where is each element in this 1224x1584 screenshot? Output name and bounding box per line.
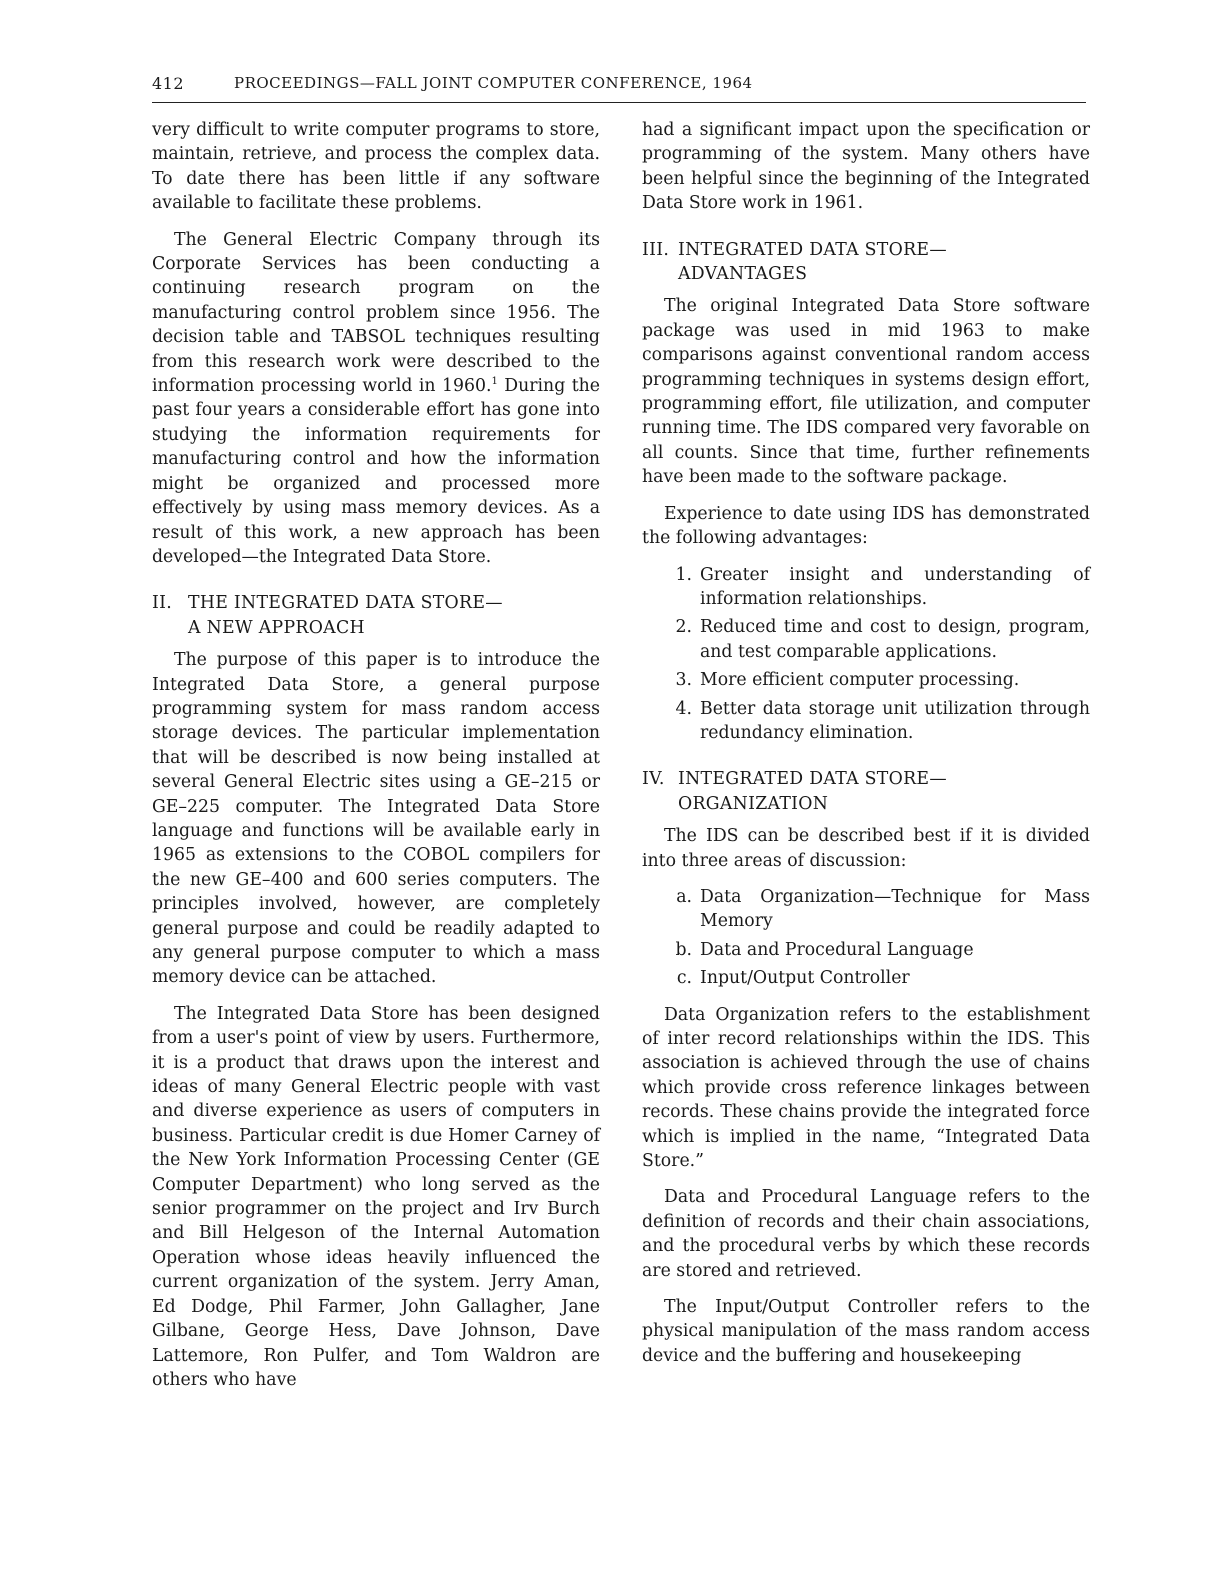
list-item-text: Reduced time and cost to design, program, and test comparable applications. xyxy=(700,617,1090,662)
list-item xyxy=(642,885,1090,934)
paragraph-io-controller: The Input/Output Controller refers to the physical manipulation of the mass random access device and the buffering and housekeeping xyxy=(642,1297,1090,1366)
section-title: INTEGRATED DATA STORE— ADVANTAGES xyxy=(678,239,947,285)
paragraph-continued: very difficult to write computer programs to store, maintain, retrieve, and process the complex data. To date there has been little if any software available to facilitate these problems. xyxy=(152,120,600,214)
list-marker: 3. xyxy=(675,670,692,691)
paragraph-credits: The Integrated Data Store has been designed from a user's point of view by users. Furthermore, it is a product that draws upon the interest and ideas of many General Electric people with vast and diverse experience as users of computers in business. Particular credit is due Homer Carney of the New York Information Processing Center (GE Computer Department) who long served as the senior programmer on the project and Irv Burch and Bill Helgeson of the Internal Automation Operation whose ideas heavily influenced the current organization of the system. Jerry Aman, Ed Dodge, Phil Farmer, John Gallagher, Jane Gilbane, George Hess, Dave Johnson, Dave Lattemore, Ron Pulfer, and Tom Waldron are others who have xyxy=(152,1003,600,1390)
list-item xyxy=(642,563,1090,612)
paragraph-continued: had a significant impact upon the specification or programming of the system. Many others have been helpful since the beginning of the Integrated Data Store work in 1961. xyxy=(642,120,1090,214)
footnote-ref: 1 xyxy=(491,376,498,388)
list-item-text: More efficient computer processing. xyxy=(700,670,1020,691)
section-title: THE INTEGRATED DATA STORE— A NEW APPROACH xyxy=(188,593,503,638)
list-item xyxy=(642,938,1090,962)
list-item-text: Input/Output Controller xyxy=(700,968,910,989)
list-item-text: Data and Procedural Language xyxy=(700,939,974,960)
paragraph-data-organization: Data Organization refers to the establishment of inter record relationships within the IDS. This association is achieved through the use of chains which provide cross reference linkages between records. These chains provide the integrated force which is implied in the name, “Integrated Data Store.” xyxy=(642,1004,1090,1172)
section-heading-4 xyxy=(642,767,1090,816)
section-title: INTEGRATED DATA STORE— ORGANIZATION xyxy=(678,769,947,814)
areas-list xyxy=(642,885,1090,991)
paragraph-procedural-language: Data and Procedural Language refers to the definition of records and their chain associations, and the procedural verbs by which these records are stored and retrieved. xyxy=(642,1187,1090,1281)
list-marker: 1. xyxy=(675,564,692,585)
list-item xyxy=(642,966,1090,990)
list-marker: b. xyxy=(675,939,692,960)
section-number: II. xyxy=(152,593,173,614)
list-item xyxy=(642,668,1090,692)
list-marker: 4. xyxy=(675,698,692,719)
section-number: IV. xyxy=(642,769,665,790)
paragraph-text: During the past four years a considerable effort has gone into studying the information requirements for manufacturing control and how the information might be organized and processed more effectively by using mass memory devices. As a result of this work, a new approach has been developed—the Integrated Data Store. xyxy=(152,376,600,567)
list-marker: a. xyxy=(676,886,692,907)
paragraph-text: The General Electric Company through its Corporate Services has been conducting a continuing research program on the manufacturing control problem since 1956. The decision table and TABSOL techniques resulting from this research work were described to the information processing world in 1960. xyxy=(152,229,600,397)
list-item-text: Better data storage unit utilization through redundancy elimination. xyxy=(700,698,1090,743)
running-header xyxy=(152,72,1086,103)
section-heading-2 xyxy=(152,591,600,640)
page-number: 412 xyxy=(152,74,185,93)
left-column xyxy=(152,118,600,1404)
list-marker: c. xyxy=(676,968,692,989)
paragraph-original-package: The original Integrated Data Store software package was used in mid 1963 to make comparisons against conventional random access programming techniques in systems design effort, programming effort, file utilization, and computer running time. The IDS compared very favorable on all counts. Since that time, further refinements have been made to the software package. xyxy=(642,296,1090,488)
paragraph-experience: Experience to date using IDS has demonstrated the following advantages: xyxy=(642,503,1090,549)
advantages-list xyxy=(642,563,1090,746)
section-heading-3 xyxy=(642,238,1090,287)
list-item xyxy=(642,615,1090,664)
list-item xyxy=(642,697,1090,746)
paragraph-areas-intro: The IDS can be described best if it is divided into three areas of discussion: xyxy=(642,826,1090,871)
list-marker: 2. xyxy=(675,617,692,638)
section-number: III. xyxy=(642,239,670,260)
right-column xyxy=(642,118,1090,1380)
running-title: PROCEEDINGS—FALL JOINT COMPUTER CONFERENCE, 1964 xyxy=(234,74,753,92)
paragraph-ge-research xyxy=(152,228,600,570)
list-item-text: Greater insight and understanding of information relationships. xyxy=(700,564,1090,609)
paragraph-purpose: The purpose of this paper is to introduce the Integrated Data Store, a general purpose programming system for mass random access storage devices. The particular implementation that will be described is now being installed at several General Electric sites using a GE–215 or GE–225 computer. The Integrated Data Store language and functions will be available early in 1965 as extensions to the COBOL compilers for the new GE–400 and 600 series computers. The principles involved, however, are completely general purpose and could be readily adapted to any general purpose computer to which a mass memory device can be attached. xyxy=(152,650,600,988)
list-item-text: Data Organization—Technique for Mass Memory xyxy=(700,886,1090,932)
